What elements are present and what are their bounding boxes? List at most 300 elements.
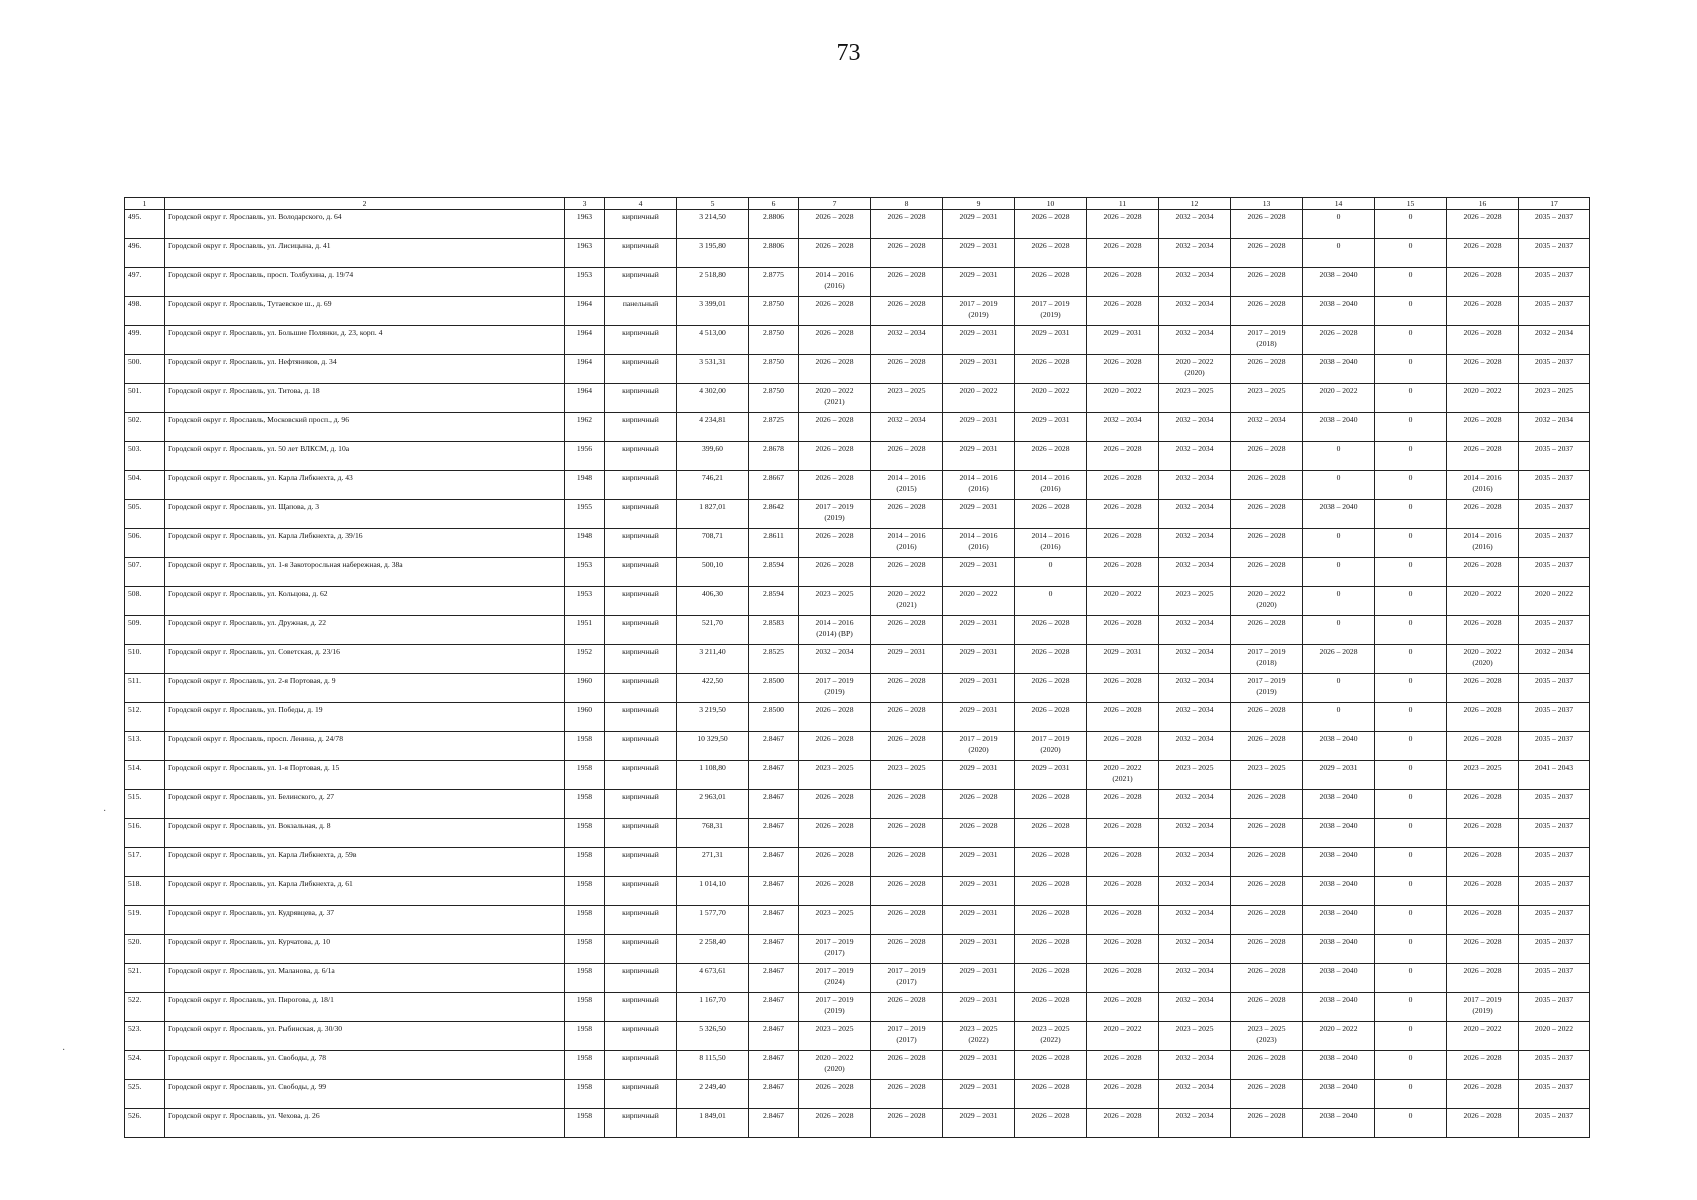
period-value: 2032 – 2034: [1175, 618, 1214, 627]
coefficient-cell: 2.8806: [749, 210, 799, 239]
period-value: 2026 – 2028: [1103, 966, 1142, 975]
actual-year-note: (2020): [824, 1064, 845, 1073]
wall-material-cell: кирпичный: [605, 1051, 677, 1080]
address-cell: Городской округ г. Ярославль, ул. Рыбинская, д. 30/30: [165, 1022, 565, 1051]
period-value: 2026 – 2028: [887, 792, 926, 801]
period-value: 2026 – 2028: [887, 734, 926, 743]
work-period-cell: [1447, 442, 1519, 471]
period-value: 2026 – 2028: [815, 241, 854, 250]
year-built-cell: 1948: [565, 529, 605, 558]
period-value: 2032 – 2034: [1535, 647, 1573, 656]
work-period-cell: [1303, 761, 1375, 790]
period-value: 2026 – 2028: [1463, 241, 1502, 250]
work-period-cell: [1447, 906, 1519, 935]
work-period-cell: [1303, 471, 1375, 500]
period-value: 2023 – 2025: [1175, 1024, 1214, 1033]
period-value: 2035 – 2037: [1535, 966, 1573, 975]
work-period-cell: [1159, 935, 1231, 964]
table-row: [125, 732, 1590, 761]
period-value: 0: [1408, 705, 1413, 714]
row-number-cell: 521.: [125, 964, 165, 993]
period-value: 2026 – 2028: [1247, 1082, 1286, 1091]
period-value: 0: [1408, 995, 1413, 1004]
work-period-cell: [1159, 471, 1231, 500]
actual-year-note: (2016): [1040, 484, 1061, 493]
period-value: 2026 – 2028: [1103, 502, 1142, 511]
row-number-cell: 512.: [125, 703, 165, 732]
period-value: 2032 – 2034: [1175, 937, 1214, 946]
year-built-cell: 1958: [565, 993, 605, 1022]
period-value: 2017 – 2019: [1247, 676, 1286, 685]
year-built-cell: 1958: [565, 1080, 605, 1109]
period-value: 2038 – 2040: [1319, 1111, 1358, 1120]
period-value: 2026 – 2028: [1031, 966, 1070, 975]
period-value: 2014 – 2016: [1031, 531, 1070, 540]
table-row: [125, 1080, 1590, 1109]
work-period-cell: [1447, 761, 1519, 790]
period-value: 0: [1408, 763, 1413, 772]
table-row: [125, 355, 1590, 384]
period-value: 2038 – 2040: [1319, 734, 1358, 743]
period-value: 2020 – 2022: [1103, 1024, 1142, 1033]
period-value: 2026 – 2028: [1031, 212, 1070, 221]
period-value: 2026 – 2028: [815, 560, 854, 569]
work-period-cell: [1015, 964, 1087, 993]
period-value: 2020 – 2022: [1031, 386, 1070, 395]
period-value: 2029 – 2031: [1031, 328, 1070, 337]
work-period-cell: [1159, 1109, 1231, 1138]
wall-material-cell: кирпичный: [605, 529, 677, 558]
period-value: 2026 – 2028: [1247, 299, 1286, 308]
period-value: 0: [1408, 879, 1413, 888]
coefficient-cell: 2.8467: [749, 964, 799, 993]
work-period-cell: [1159, 616, 1231, 645]
total-area-cell: 271,31: [677, 848, 749, 877]
period-value: 2026 – 2028: [1247, 705, 1286, 714]
period-value: 2023 – 2025: [1535, 386, 1573, 395]
work-period-cell: [1519, 442, 1590, 471]
work-period-cell: [943, 210, 1015, 239]
period-value: 2026 – 2028: [1463, 357, 1502, 366]
actual-year-note: (2016): [968, 542, 989, 551]
total-area-cell: 422,50: [677, 674, 749, 703]
work-period-cell: [1447, 703, 1519, 732]
period-value: 2026 – 2028: [1103, 850, 1142, 859]
work-period-cell: [1087, 297, 1159, 326]
period-value: 0: [1408, 212, 1413, 221]
work-period-cell: [1447, 964, 1519, 993]
coefficient-cell: 2.8678: [749, 442, 799, 471]
period-value: 2035 – 2037: [1535, 502, 1573, 511]
period-value: 2026 – 2028: [1463, 212, 1502, 221]
period-value: 0: [1408, 850, 1413, 859]
work-period-cell: [1519, 384, 1590, 413]
period-value: 2026 – 2028: [1031, 676, 1070, 685]
work-period-cell: [943, 442, 1015, 471]
work-period-cell: [1375, 239, 1447, 268]
coefficient-cell: 2.8750: [749, 384, 799, 413]
work-period-cell: [871, 210, 943, 239]
actual-year-note: (2019): [824, 687, 845, 696]
period-value: 2026 – 2028: [1247, 792, 1286, 801]
work-period-cell: [1375, 471, 1447, 500]
wall-material-cell: кирпичный: [605, 732, 677, 761]
period-value: 2026 – 2028: [1463, 328, 1502, 337]
work-period-cell: [1015, 993, 1087, 1022]
work-period-cell: [799, 326, 871, 355]
work-period-cell: [943, 1022, 1015, 1051]
period-value: 2026 – 2028: [1103, 1111, 1142, 1120]
actual-year-note: (2016): [968, 484, 989, 493]
work-period-cell: [1519, 500, 1590, 529]
work-period-cell: [871, 413, 943, 442]
work-period-cell: [1519, 790, 1590, 819]
period-value: 2032 – 2034: [1175, 415, 1214, 424]
period-value: 2026 – 2028: [1463, 299, 1502, 308]
period-value: 2026 – 2028: [887, 502, 926, 511]
period-value: 0: [1408, 270, 1413, 279]
work-period-cell: [799, 268, 871, 297]
period-value: 2035 – 2037: [1535, 531, 1573, 540]
period-value: 2032 – 2034: [1175, 966, 1214, 975]
work-period-cell: [1015, 1051, 1087, 1080]
period-value: 0: [1408, 1082, 1413, 1091]
work-period-cell: [1519, 1051, 1590, 1080]
work-period-cell: [1519, 210, 1590, 239]
period-value: 2014 – 2016: [887, 531, 926, 540]
period-value: 2032 – 2034: [1175, 705, 1214, 714]
work-period-cell: [1087, 558, 1159, 587]
coefficient-cell: 2.8467: [749, 1109, 799, 1138]
period-value: 2026 – 2028: [1103, 821, 1142, 830]
period-value: 2032 – 2034: [1175, 850, 1214, 859]
year-built-cell: 1958: [565, 935, 605, 964]
work-period-cell: [1159, 413, 1231, 442]
work-period-cell: [1519, 326, 1590, 355]
table-row: [125, 413, 1590, 442]
period-value: 0: [1408, 792, 1413, 801]
row-number-cell: 500.: [125, 355, 165, 384]
table-row: [125, 529, 1590, 558]
table-row: [125, 935, 1590, 964]
work-period-cell: [1159, 442, 1231, 471]
work-period-cell: [871, 645, 943, 674]
period-value: 2023 – 2025: [1175, 763, 1214, 772]
period-value: 0: [1408, 618, 1413, 627]
table-row: [125, 703, 1590, 732]
work-period-cell: [1519, 355, 1590, 384]
work-period-cell: [1015, 645, 1087, 674]
period-value: 2026 – 2028: [1247, 241, 1286, 250]
period-value: 2032 – 2034: [887, 328, 926, 337]
work-period-cell: [1447, 239, 1519, 268]
address-cell: Городской округ г. Ярославль, ул. 1-я Портовая, д. 15: [165, 761, 565, 790]
actual-year-note: (2016): [824, 281, 845, 290]
period-value: 2029 – 2031: [959, 212, 998, 221]
period-value: 2023 – 2025: [815, 589, 854, 598]
work-period-cell: [1159, 587, 1231, 616]
period-value: 2032 – 2034: [887, 415, 926, 424]
period-value: 2032 – 2034: [1103, 415, 1142, 424]
period-value: 2026 – 2028: [1247, 1053, 1286, 1062]
period-value: 2026 – 2028: [1463, 1082, 1502, 1091]
year-built-cell: 1958: [565, 1022, 605, 1051]
work-period-cell: [1087, 413, 1159, 442]
row-number-cell: 504.: [125, 471, 165, 500]
column-number-header: 9: [943, 198, 1015, 210]
year-built-cell: 1963: [565, 239, 605, 268]
period-value: 2026 – 2028: [1463, 908, 1502, 917]
work-period-cell: [1231, 210, 1303, 239]
work-period-cell: [1231, 1109, 1303, 1138]
period-value: 2029 – 2031: [959, 995, 998, 1004]
row-number-cell: 524.: [125, 1051, 165, 1080]
period-value: 2026 – 2028: [1463, 676, 1502, 685]
period-value: 2026 – 2028: [1463, 850, 1502, 859]
work-period-cell: [1375, 964, 1447, 993]
actual-year-note: (2020): [1472, 658, 1493, 667]
table-row: [125, 471, 1590, 500]
work-period-cell: [799, 239, 871, 268]
work-period-cell: [799, 906, 871, 935]
work-period-cell: [1231, 500, 1303, 529]
work-period-cell: [1447, 616, 1519, 645]
work-period-cell: [799, 297, 871, 326]
work-period-cell: [1015, 761, 1087, 790]
wall-material-cell: кирпичный: [605, 674, 677, 703]
work-period-cell: [1231, 384, 1303, 413]
period-value: 2026 – 2028: [1463, 879, 1502, 888]
work-period-cell: [1447, 558, 1519, 587]
work-period-cell: [1159, 964, 1231, 993]
work-period-cell: [1303, 790, 1375, 819]
work-period-cell: [1087, 906, 1159, 935]
period-value: 2026 – 2028: [1031, 618, 1070, 627]
work-period-cell: [943, 616, 1015, 645]
work-period-cell: [799, 1022, 871, 1051]
coefficient-cell: 2.8594: [749, 558, 799, 587]
period-value: 2026 – 2028: [887, 1082, 926, 1091]
work-period-cell: [1087, 993, 1159, 1022]
wall-material-cell: кирпичный: [605, 790, 677, 819]
column-number-header: 1: [125, 198, 165, 210]
period-value: 0: [1408, 647, 1413, 656]
period-value: 2038 – 2040: [1319, 792, 1358, 801]
period-value: 2020 – 2022: [1535, 1024, 1573, 1033]
work-period-cell: [871, 529, 943, 558]
period-value: 0: [1408, 531, 1413, 540]
address-cell: Городской округ г. Ярославль, ул. Карла Либкнехта, д. 43: [165, 471, 565, 500]
period-value: 2026 – 2028: [1247, 502, 1286, 511]
work-period-cell: [1375, 1051, 1447, 1080]
period-value: 2038 – 2040: [1319, 966, 1358, 975]
work-period-cell: [1087, 239, 1159, 268]
work-period-cell: [1015, 442, 1087, 471]
work-period-cell: [1447, 326, 1519, 355]
table-row: [125, 819, 1590, 848]
period-value: 2026 – 2028: [887, 357, 926, 366]
work-period-cell: [799, 1051, 871, 1080]
period-value: 2020 – 2022: [815, 1053, 854, 1062]
period-value: 2032 – 2034: [1535, 415, 1573, 424]
work-period-cell: [871, 326, 943, 355]
period-value: 2026 – 2028: [1463, 792, 1502, 801]
period-value: 2026 – 2028: [1247, 560, 1286, 569]
address-cell: Городской округ г. Ярославль, ул. 2-я Портовая, д. 9: [165, 674, 565, 703]
column-number-header: 4: [605, 198, 677, 210]
work-period-cell: [871, 616, 943, 645]
period-value: 2026 – 2028: [815, 734, 854, 743]
work-period-cell: [943, 326, 1015, 355]
actual-year-note: (2019): [968, 310, 989, 319]
period-value: 2029 – 2031: [1031, 415, 1070, 424]
table-row: [125, 239, 1590, 268]
work-period-cell: [1231, 442, 1303, 471]
wall-material-cell: кирпичный: [605, 761, 677, 790]
year-built-cell: 1951: [565, 616, 605, 645]
column-number-header: 15: [1375, 198, 1447, 210]
period-value: 2026 – 2028: [959, 792, 998, 801]
work-period-cell: [1159, 906, 1231, 935]
period-value: 2026 – 2028: [1103, 212, 1142, 221]
work-period-cell: [1447, 529, 1519, 558]
period-value: 2014 – 2016: [1463, 473, 1502, 482]
period-value: 2026 – 2028: [815, 357, 854, 366]
wall-material-cell: кирпичный: [605, 993, 677, 1022]
work-period-cell: [1447, 587, 1519, 616]
actual-year-note: (2020): [1040, 745, 1061, 754]
year-built-cell: 1964: [565, 297, 605, 326]
work-period-cell: [1375, 993, 1447, 1022]
work-period-cell: [943, 413, 1015, 442]
period-value: 2026 – 2028: [815, 1111, 854, 1120]
work-period-cell: [1159, 674, 1231, 703]
work-period-cell: [1447, 732, 1519, 761]
period-value: 2026 – 2028: [1247, 995, 1286, 1004]
period-value: 2032 – 2034: [1175, 1082, 1214, 1091]
work-period-cell: [1159, 848, 1231, 877]
work-period-cell: [1231, 761, 1303, 790]
work-period-cell: [1087, 616, 1159, 645]
work-period-cell: [871, 761, 943, 790]
period-value: 2026 – 2028: [1103, 734, 1142, 743]
work-period-cell: [1015, 877, 1087, 906]
period-value: 0: [1408, 415, 1413, 424]
actual-year-note: (2023): [1256, 1035, 1277, 1044]
period-value: 2017 – 2019: [1247, 328, 1286, 337]
row-number-cell: 513.: [125, 732, 165, 761]
period-value: 2014 – 2016: [1031, 473, 1070, 482]
year-built-cell: 1960: [565, 674, 605, 703]
year-built-cell: 1958: [565, 790, 605, 819]
period-value: 2038 – 2040: [1319, 995, 1358, 1004]
period-value: 0: [1408, 560, 1413, 569]
period-value: 2020 – 2022: [1463, 386, 1502, 395]
coefficient-cell: 2.8583: [749, 616, 799, 645]
work-period-cell: [871, 877, 943, 906]
work-period-cell: [1303, 703, 1375, 732]
period-value: 2026 – 2028: [1103, 357, 1142, 366]
work-period-cell: [1303, 500, 1375, 529]
address-cell: Городской округ г. Ярославль, ул. Карла Либкнехта, д. 61: [165, 877, 565, 906]
work-period-cell: [943, 297, 1015, 326]
row-number-cell: 502.: [125, 413, 165, 442]
total-area-cell: 3 531,31: [677, 355, 749, 384]
period-value: 2026 – 2028: [1031, 821, 1070, 830]
period-value: 2020 – 2022: [1463, 589, 1502, 598]
coefficient-cell: 2.8467: [749, 761, 799, 790]
period-value: 2026 – 2028: [1103, 1082, 1142, 1091]
period-value: 2026 – 2028: [1031, 908, 1070, 917]
work-period-cell: [1519, 819, 1590, 848]
work-period-cell: [1159, 732, 1231, 761]
work-period-cell: [871, 848, 943, 877]
coefficient-cell: 2.8467: [749, 790, 799, 819]
work-period-cell: [1087, 1022, 1159, 1051]
work-period-cell: [1375, 587, 1447, 616]
wall-material-cell: кирпичный: [605, 268, 677, 297]
period-value: 2032 – 2034: [1175, 560, 1214, 569]
work-period-cell: [1015, 384, 1087, 413]
work-period-cell: [1159, 645, 1231, 674]
period-value: 2035 – 2037: [1535, 1111, 1573, 1120]
work-period-cell: [943, 674, 1015, 703]
work-period-cell: [1015, 529, 1087, 558]
total-area-cell: 746,21: [677, 471, 749, 500]
period-value: 2035 – 2037: [1535, 270, 1573, 279]
address-cell: Городской округ г. Ярославль, ул. Свободы, д. 78: [165, 1051, 565, 1080]
period-value: 2035 – 2037: [1535, 618, 1573, 627]
work-period-cell: [871, 384, 943, 413]
period-value: 2026 – 2028: [1031, 792, 1070, 801]
period-value: 2035 – 2037: [1535, 792, 1573, 801]
period-value: 2038 – 2040: [1319, 850, 1358, 859]
period-value: 2026 – 2028: [887, 299, 926, 308]
period-value: 2026 – 2028: [887, 676, 926, 685]
period-value: 2032 – 2034: [1175, 212, 1214, 221]
work-period-cell: [1447, 297, 1519, 326]
period-value: 2026 – 2028: [887, 1053, 926, 1062]
address-cell: Городской округ г. Ярославль, ул. 1-я Закоторосльная набережная, д. 38а: [165, 558, 565, 587]
work-period-cell: [1231, 1080, 1303, 1109]
work-period-cell: [1519, 906, 1590, 935]
coefficient-cell: 2.8750: [749, 297, 799, 326]
period-value: 2029 – 2031: [959, 908, 998, 917]
period-value: 2032 – 2034: [1175, 241, 1214, 250]
work-period-cell: [799, 1080, 871, 1109]
work-period-cell: [1303, 1051, 1375, 1080]
work-period-cell: [943, 558, 1015, 587]
work-period-cell: [1519, 964, 1590, 993]
row-number-cell: 509.: [125, 616, 165, 645]
period-value: 2029 – 2031: [959, 647, 998, 656]
work-period-cell: [1231, 413, 1303, 442]
coefficient-cell: 2.8467: [749, 906, 799, 935]
work-period-cell: [1087, 268, 1159, 297]
period-value: 2026 – 2028: [887, 1111, 926, 1120]
period-value: 2026 – 2028: [887, 444, 926, 453]
year-built-cell: 1958: [565, 964, 605, 993]
total-area-cell: 1 167,70: [677, 993, 749, 1022]
row-number-cell: 503.: [125, 442, 165, 471]
work-period-cell: [1447, 210, 1519, 239]
work-period-cell: [799, 935, 871, 964]
period-value: 2020 – 2022: [1319, 1024, 1358, 1033]
wall-material-cell: кирпичный: [605, 877, 677, 906]
actual-year-note: (2019): [1472, 1006, 1493, 1015]
work-period-cell: [1015, 326, 1087, 355]
year-built-cell: 1958: [565, 732, 605, 761]
